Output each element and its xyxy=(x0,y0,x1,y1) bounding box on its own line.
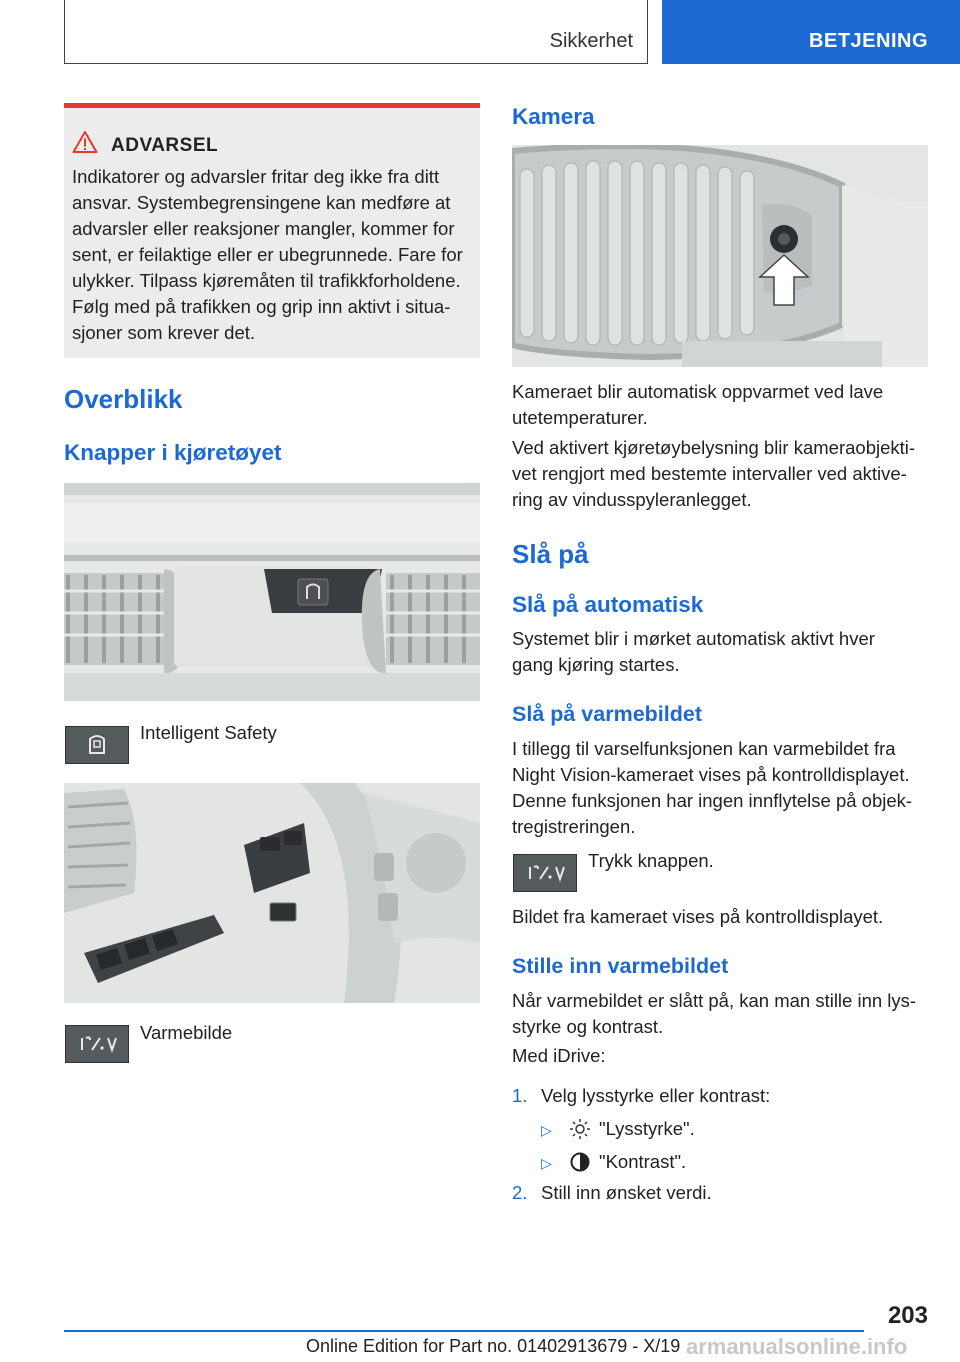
step-2-number: 2. xyxy=(512,1182,528,1203)
figure-camera-grille xyxy=(512,145,928,367)
header-chapter-label: BETJENING xyxy=(809,30,928,52)
step-2-text: Still inn ønsket verdi. xyxy=(541,1182,712,1203)
footer-watermark: armanualsonline.info xyxy=(686,1334,908,1359)
header-chapter-tab xyxy=(662,0,960,64)
footer-rule xyxy=(64,1330,864,1332)
intelligent-safety-button-icon xyxy=(65,726,129,764)
camera-paragraph-2: Ved aktivert kjøretøybelysning blir kameraobjekti- vet rengjort med bestemte intervaller ved aktive- ring av vindusspyleranlegget. xyxy=(512,437,916,510)
step-1-text: Velg lysstyrke eller kontrast: xyxy=(541,1085,771,1106)
heading-camera: Kamera xyxy=(512,104,595,129)
idrive-label: Med iDrive: xyxy=(512,1045,606,1066)
figure-steering-area xyxy=(64,783,480,1003)
caption-thermal-image: Varmebilde xyxy=(140,1022,233,1043)
bullet-marker: ▷ xyxy=(541,1155,552,1171)
warning-text: Indikatorer og advarsler fritar deg ikke fra ditt ansvar. Systembegrensingene kan medføre at advarsler eller reaksjoner mangler, kommer for sent, er feilaktige eller er ubegrunnede. Fare for ulykker. Tilpass kjøremåten til trafikkforholdene. Følg med på trafikken og grip inn aktivt i situa- sjoner som krever det. xyxy=(72,166,463,343)
warning-title: ADVARSEL xyxy=(111,135,219,156)
bullet-marker: ▷ xyxy=(541,1122,552,1138)
heading-overview: Overblikk xyxy=(64,384,183,414)
thermal-image-button-icon xyxy=(65,1025,129,1063)
warning-triangle-icon xyxy=(72,130,98,154)
auto-paragraph: Systemet blir i mørket automatisk aktivt hver gang kjøring startes. xyxy=(512,628,875,675)
heading-switch-on: Slå på xyxy=(512,539,589,569)
footer-edition: Online Edition for Part no. 01402913679 - X/19 xyxy=(306,1336,681,1356)
thermal-image-button-icon-2 xyxy=(513,854,577,892)
camera-shown-text: Bildet fra kameraet vises på kontrolldisplayet. xyxy=(512,906,884,927)
heading-switch-on-auto: Slå på automatisk xyxy=(512,592,704,617)
bullet-contrast: "Kontrast". xyxy=(599,1151,687,1172)
figure-dashboard-button xyxy=(64,483,480,701)
press-button-text: Trykk knappen. xyxy=(588,850,714,871)
page-number: 203 xyxy=(887,1302,928,1329)
bullet-brightness: "Lysstyrke". xyxy=(599,1118,695,1139)
step-1-number: 1. xyxy=(512,1085,528,1106)
adjust-paragraph: Når varmebildet er slått på, kan man stille inn lys- styrke og kontrast. xyxy=(512,990,917,1037)
brightness-icon xyxy=(569,1118,591,1140)
header-section-tab xyxy=(64,0,648,64)
heading-switch-on-thermal: Slå på varmebildet xyxy=(512,702,702,726)
heading-adjust-thermal: Stille inn varmebildet xyxy=(512,954,729,978)
thermal-paragraph: I tillegg til varselfunksjonen kan varmebildet fra Night Vision-kameraet vises på kontrolldisplayet. Denne funksjonen har ingen innflytelse på objek- tregistreringen. xyxy=(512,738,913,837)
contrast-icon xyxy=(569,1151,591,1173)
camera-paragraph-1: Kameraet blir automatisk oppvarmet ved lave utetemperaturer. xyxy=(512,381,884,428)
caption-intelligent-safety: Intelligent Safety xyxy=(140,722,277,743)
header-section-label: Sikkerhet xyxy=(549,30,633,52)
heading-buttons: Knapper i kjøretøyet xyxy=(64,440,282,465)
